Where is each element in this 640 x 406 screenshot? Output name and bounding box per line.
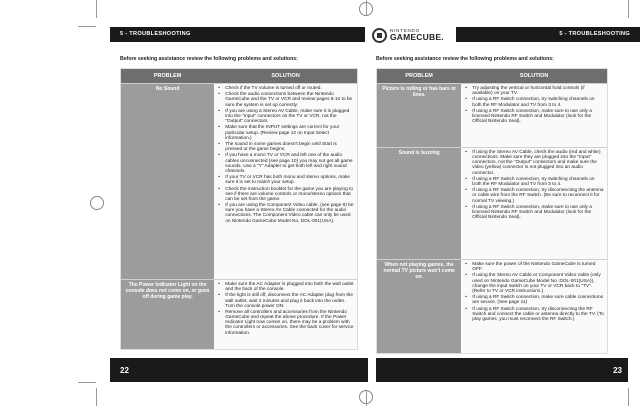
- problem-cell: No Sound: [121, 84, 214, 279]
- solution-item: • If using a RF Switch connection, try disconnecting the RF Switch and connect the cable or antenna directly to the TV. (To play games, you must reconnect the RF Switch.): [463, 307, 604, 322]
- solution-column-header: SOLUTION: [271, 73, 300, 79]
- problem-column-header: PROBLEM: [405, 73, 433, 79]
- intro-text-left: Before seeking assistance review the following problems and solutions:: [120, 56, 298, 62]
- solution-item: • If you are using a Stereo AV Cable, make sure it is plugged into the "Input" connectors on the TV or VCR, not the "Output" connectors.: [216, 109, 354, 124]
- solution-item: • Check the audio connections between the Nintendo GameCube and the TV or VCR and review pages 8-10 to be sure the system is set up correctly.: [216, 92, 354, 107]
- solution-item: • Remove all controllers and accessories from the Nintendo GameCube and repeat the above procedure. If the Power Indicator Light now comes on, there may be a problem with the controllers or accessories. See the back cover for service information.: [216, 310, 354, 336]
- solution-cell: [461, 260, 607, 353]
- solution-item: • If using a RF Switch connection, try switching channels on both the RF Modulator and TV from 3 to 4.: [463, 97, 604, 107]
- registration-mark: [359, 2, 373, 16]
- registration-mark: [90, 196, 104, 210]
- troubleshooting-table-right: [376, 68, 608, 354]
- crop-mark: [628, 388, 629, 406]
- solution-item: • If using the Stereo AV Cable, check the audio (red and white) connections. Make sure they are plugged into the "Input" connectors, not the "Output" connectors and make sure the video (yellow) connector is not plugged into an audio connector.: [463, 150, 604, 176]
- intro-text-right: Before seeking assistance review the following problems and solutions:: [376, 56, 554, 62]
- solution-item: • Check if the TV volume is turned off or muted.: [216, 86, 354, 91]
- solution-item: • Check the instruction booklet for the game you are playing to see if there are volume controls or mono/stereo options that can be set from the game.: [216, 187, 354, 202]
- problem-cell: The Power Indicator Light on the console does not come on, or goes off during game play.: [121, 280, 214, 349]
- solution-cell: [461, 84, 607, 147]
- problem-cell: When not playing games, the normal TV picture won't come on.: [377, 260, 461, 353]
- solution-item: • If the light is still off, disconnect the AC Adapter plug from the wall outlet, wait 2 minutes and plug it back into the outlet. Turn the console power ON.: [216, 293, 354, 308]
- solution-item: • If using a RF Switch connection, make sure cable connections are secure. (See page 11): [463, 295, 604, 305]
- solution-cell: [214, 280, 357, 349]
- crop-mark: [78, 382, 96, 383]
- table-header: [377, 69, 607, 83]
- solution-item: • If using a RF Switch connection, try disconnecting the antenna or cable wire from the RF Switch. (Be sure to reconnect it for normal TV viewing.): [463, 188, 604, 203]
- troubleshooting-table-left: [120, 68, 358, 350]
- section-header-left: 5 - TROUBLESHOOTING: [110, 27, 365, 42]
- solution-item: • If you are using the Component Video cable, (see page 9) be sure you have a Stereo AV Cable connected for the audio connections. The Component Video cable can only be used on Nintendo GameCube Model No. DOL-001(USA).: [216, 203, 354, 224]
- table-header: [121, 69, 357, 83]
- page-number-right: 23: [376, 358, 628, 382]
- crop-mark: [78, 26, 96, 27]
- crop-mark: [96, 388, 97, 406]
- table-row: [121, 83, 357, 279]
- table-row: [377, 147, 607, 259]
- solution-cell: [461, 148, 607, 259]
- solution-item: • The sound in some games doesn't begin until Start is pressed or the game begins.: [216, 142, 354, 152]
- page-number-left: 22: [110, 358, 368, 382]
- solution-item: • If your TV or VCR has both mono and stereo options, make sure it is set to match your setup.: [216, 175, 354, 185]
- solution-item: • If using a RF Switch connection, make sure to use only a licensed Nintendo RF Switch and Modulator (look for the Official Nintendo Seal).: [463, 205, 604, 220]
- logo-gamecube-text: GAMECUBE.: [390, 32, 444, 42]
- solution-column-header: SOLUTION: [519, 73, 549, 79]
- gamecube-logo: [370, 26, 456, 44]
- solution-item: • Make sure that the INPUT settings are correct for your particular setup. (Review page 12 on Input Select information.): [216, 125, 354, 140]
- table-row: [121, 279, 357, 349]
- solution-item: • If you have a mono TV or VCR and left one of the audio cables unconnected (see page 10) you may not get all game sounds. Use a "Y" Adapter to get both left and right sound channels.: [216, 153, 354, 174]
- solution-cell: [214, 84, 357, 279]
- solution-item: • Make sure the AC Adapter is plugged into both the wall outlet and the back of the console.: [216, 282, 354, 292]
- problem-column-header: PROBLEM: [153, 73, 182, 79]
- solution-item: • If using a RF Switch connection, try switching channels on both the RF Modulator and TV from 3 to 4.: [463, 177, 604, 187]
- solution-item: • If using a RF Switch connection, make sure to use only a licensed Nintendo RF Switch and Modulator (look for the Official Nintendo Seal).: [463, 109, 604, 124]
- table-row: [377, 259, 607, 353]
- solution-item: • Try adjusting the vertical or horizontal hold controls (if available) on your TV.: [463, 86, 604, 96]
- problem-cell: Picture is rolling or has bars or lines.: [377, 84, 461, 147]
- solution-item: • If using the Stereo AV Cable or Component Video cable (only used on Nintendo GameCube Model No. DOL-001(USA)), change the input switch on your TV or VCR back to "TV". (Refer to TV or VCR instructions.): [463, 273, 604, 294]
- crop-mark: [628, 0, 629, 18]
- section-header-right: 5 - TROUBLESHOOTING: [385, 27, 640, 42]
- gamecube-cube-icon: [372, 28, 387, 43]
- solution-item: • Make sure the power of the Nintendo GameCube is turned OFF.: [463, 262, 604, 272]
- registration-mark: [359, 390, 373, 404]
- crop-mark: [96, 0, 97, 18]
- logo-nintendo-text: NINTENDO: [390, 27, 420, 33]
- problem-cell: Sound is buzzing: [377, 148, 461, 259]
- table-row: [377, 83, 607, 147]
